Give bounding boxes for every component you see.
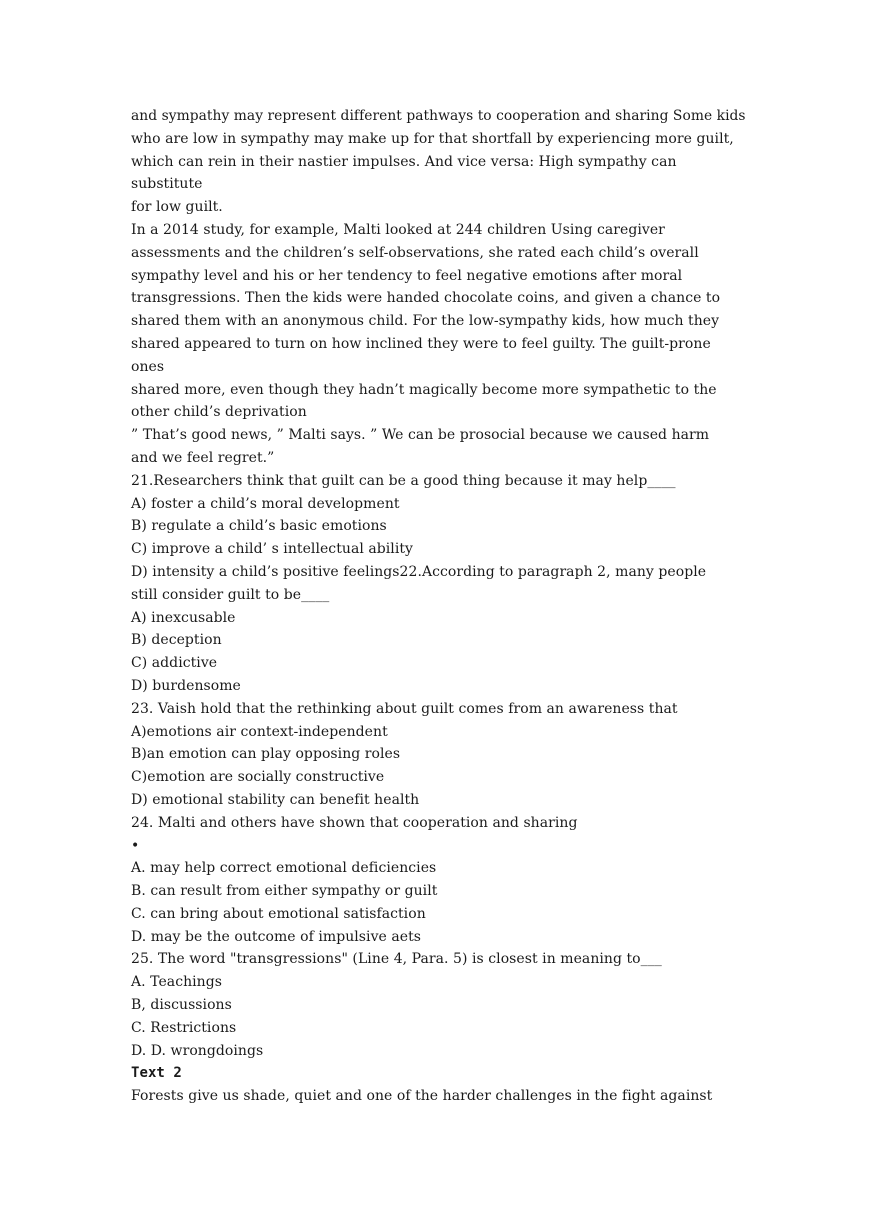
option-c: C) improve a child’ s intellectual ability [131,541,413,558]
text-line: who are low in sympathy may make up for that shortfall by experiencing more guilt, [131,130,734,147]
document-body [131,105,746,1108]
option-d: D. D. wrongdoings [131,1042,264,1059]
option-a: A. Teachings [131,974,222,991]
option-b: B. can result from either sympathy or guilt [131,883,438,900]
option-d: D. may be the outcome of impulsive aets [131,928,422,945]
option-b: B)an emotion can play opposing roles [131,746,401,763]
option-d: D) intensity a child’s positive feelings22.According to paragraph 2, many people [131,563,707,580]
option-a: A. may help correct emotional deficiencies [131,860,437,877]
text-line: other child’s deprivation [131,404,307,421]
option-b: B, discussions [131,997,232,1014]
text-line: shared appeared to turn on how inclined they were to feel guilty. The guilt-prone [131,335,711,352]
text-line: which can rein in their nastier impulses. And vice versa: High sympathy can [131,153,677,170]
text-line: and we feel regret.” [131,449,275,466]
text-line: ” That’s good news, ” Malti says. ” We can be prosocial because we caused harm [131,427,710,444]
question-22: still consider guilt to be____ [131,586,330,603]
option-c: C) addictive [131,655,218,672]
text-line: sympathy level and his or her tendency to feel negative emotions after moral [131,267,683,284]
option-b: B) regulate a child’s basic emotions [131,518,387,535]
question-25: 25. The word "transgressions" (Line 4, Para. 5) is closest in meaning to___ [131,951,662,968]
text-line: transgressions. Then the kids were handed chocolate coins, and given a chance to [131,290,721,307]
option-a: A) inexcusable [131,609,236,626]
question-24: 24. Malti and others have shown that cooperation and sharing [131,814,578,831]
text-line: and sympathy may represent different pathways to cooperation and sharing Some kids [131,108,746,124]
text-line: assessments and the children’s self-observations, she rated each child’s overall [131,244,699,261]
option-d: D) burdensome [131,677,241,694]
option-a: A)emotions air context-independent [131,723,388,740]
bullet-mark: • [131,837,140,854]
question-21: 21.Researchers think that guilt can be a good thing because it may help____ [131,472,676,489]
text-line: Forests give us shade, quiet and one of the harder challenges in the fight against [131,1088,713,1105]
section-heading: Text 2 [131,1065,182,1082]
option-b: B) deception [131,632,222,649]
option-a: A) foster a child’s moral development [131,495,400,512]
option-c: C. can bring about emotional satisfaction [131,905,426,922]
text-line: shared them with an anonymous child. For the low-sympathy kids, how much they [131,313,720,330]
option-c: C. Restrictions [131,1019,237,1036]
text-line: In a 2014 study, for example, Malti looked at 244 children Using caregiver [131,221,665,238]
question-23: 23. Vaish hold that the rethinking about guilt comes from an awareness that [131,700,678,717]
option-c: C)emotion are socially constructive [131,769,385,786]
text-line: ones [131,358,165,375]
text-line: shared more, even though they hadn’t magically become more sympathetic to the [131,381,717,398]
text-line: substitute [131,176,203,193]
option-d: D) emotional stability can benefit health [131,791,420,808]
text-line: for low guilt. [131,199,223,216]
